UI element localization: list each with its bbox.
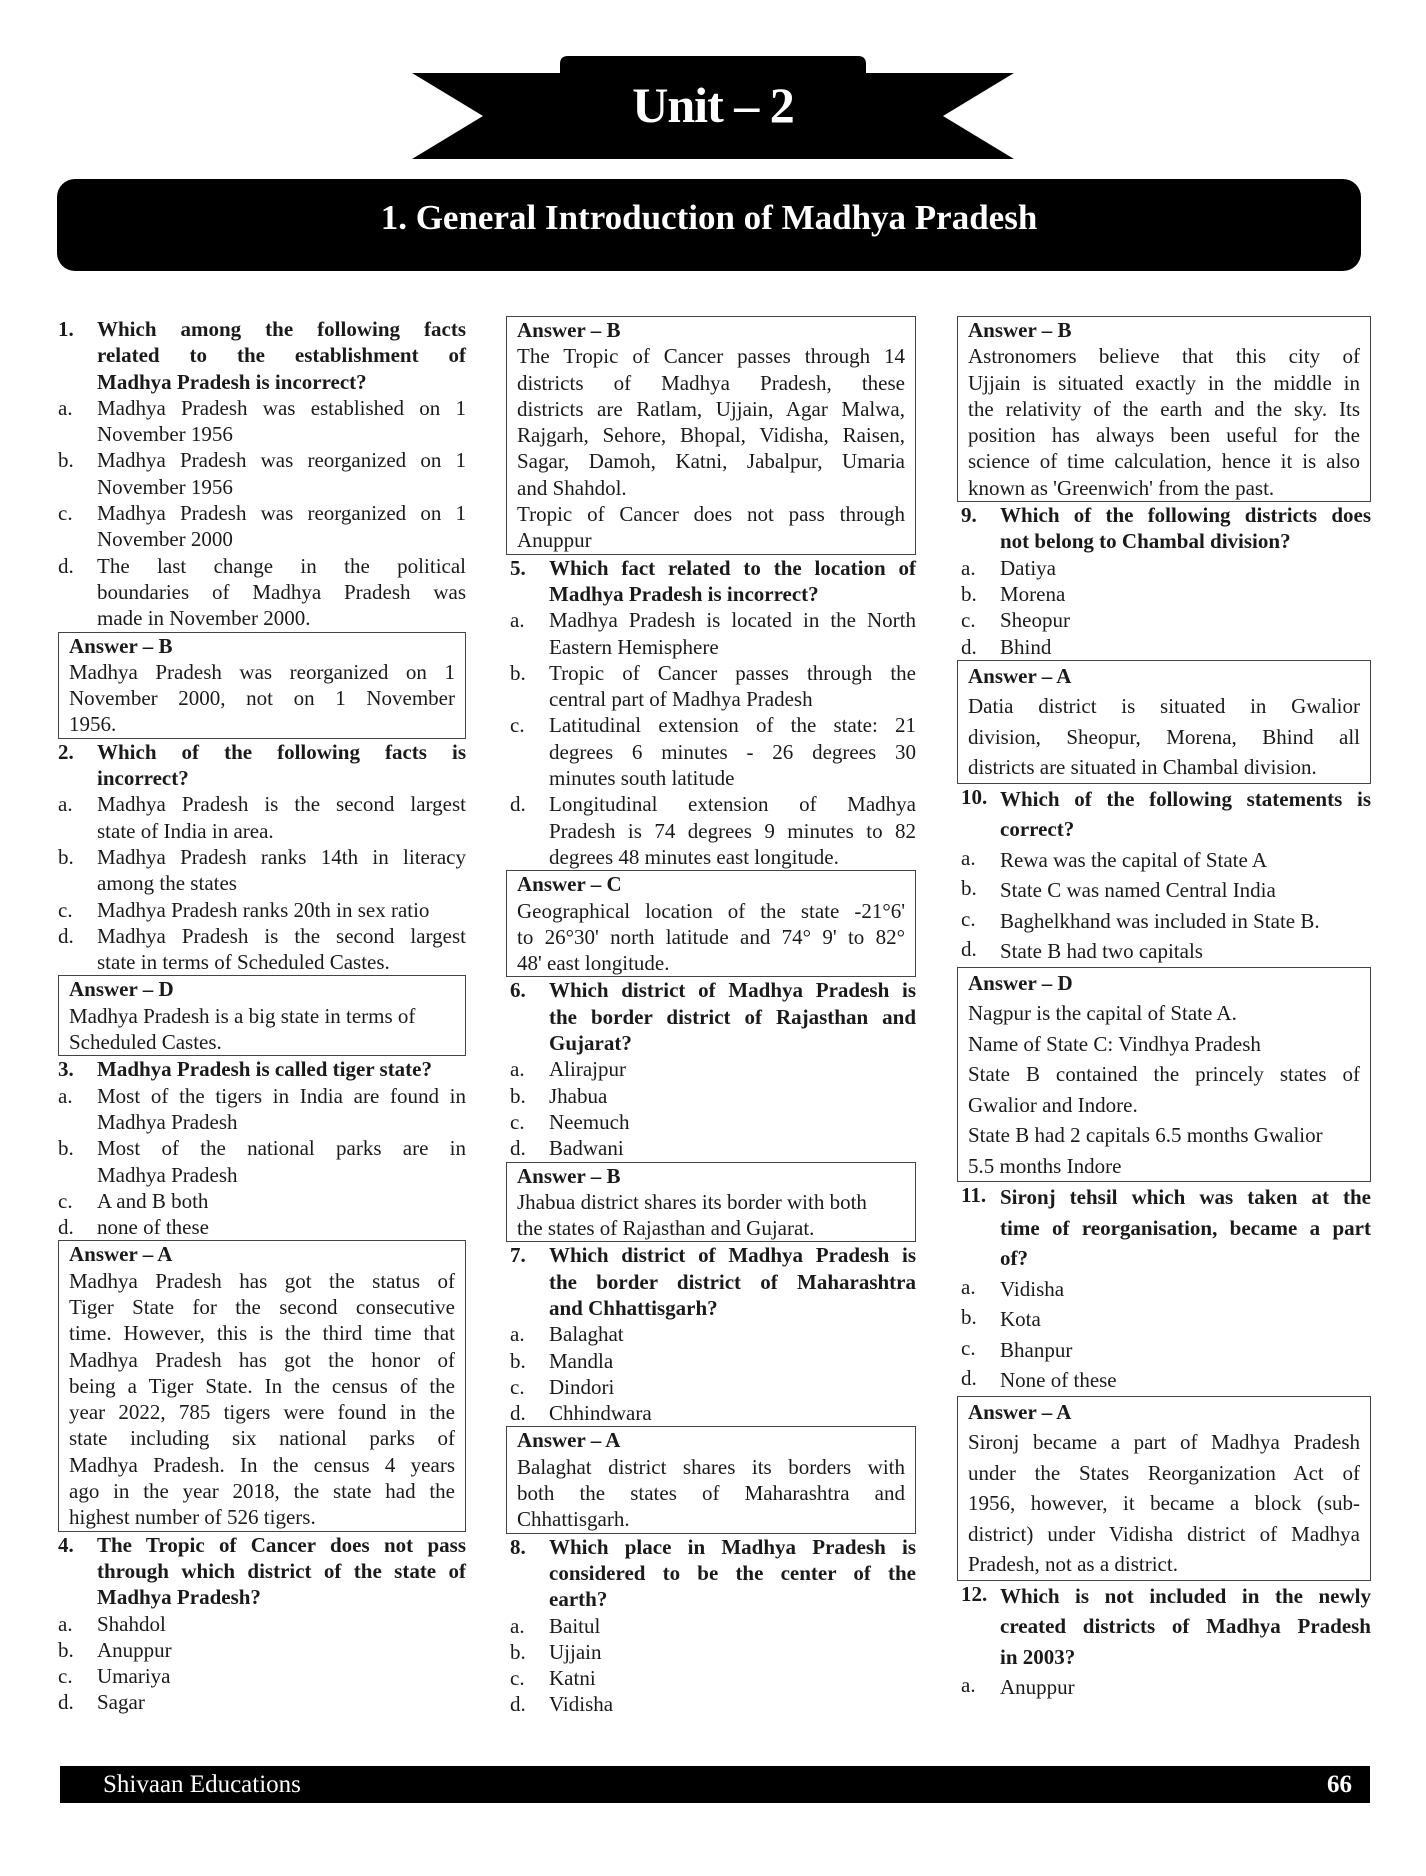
explanation-line: district) under Vidisha district of Madhya [968, 1521, 1360, 1546]
question [510, 1534, 916, 1613]
option-letter: a. [961, 1274, 976, 1299]
option-text-line: Neemuch [549, 1109, 630, 1134]
question-number: 12. [961, 1581, 988, 1606]
answer-option [58, 553, 466, 632]
explanation-line: Gwalior and Indore. [968, 1092, 1138, 1117]
chapter-title: 1. General Introduction of Madhya Pradesh [380, 198, 1038, 237]
option-text-line: Alirajpur [549, 1057, 626, 1082]
option-text-line: Anuppur [1000, 1675, 1075, 1700]
answer-option [961, 581, 1371, 607]
option-letter: a. [510, 1322, 525, 1347]
option-text-line: Longitudinal extension of Madhya [549, 792, 916, 817]
answer-option [58, 1188, 466, 1214]
option-letter: b. [58, 1136, 74, 1161]
explanation-line: Madhya Pradesh is a big state in terms of [69, 1003, 416, 1028]
explanation-line: 5.5 months Indore [968, 1153, 1122, 1178]
question-text-line: considered to be the center of the [549, 1560, 916, 1585]
answer-option [961, 634, 1371, 660]
option-letter: b. [58, 844, 74, 869]
explanation-line: highest number of 526 tigers. [69, 1505, 316, 1530]
column-2 [510, 316, 916, 1718]
answer-box [506, 1426, 916, 1533]
option-text-line: Madhya Pradesh is the second largest [97, 923, 466, 948]
option-letter: b. [961, 581, 977, 606]
answer-heading: Answer – A [968, 1399, 1072, 1424]
question [510, 555, 916, 608]
question [510, 977, 916, 1056]
explanation-line: Sagar, Damoh, Katni, Jabalpur, Umaria [517, 449, 905, 474]
option-text-line: A and B both [97, 1188, 209, 1213]
option-text-line: Ujjain [549, 1639, 602, 1664]
answer-option [510, 1691, 916, 1717]
answer-heading: Answer – D [968, 970, 1073, 995]
question-text-line: earth? [549, 1587, 608, 1612]
option-text-line: Madhya Pradesh was reorganized on 1 [97, 448, 466, 473]
question [961, 784, 1371, 845]
answer-option [58, 791, 466, 844]
explanation-line: Madhya Pradesh has got the honor of [69, 1347, 455, 1372]
question-number: 10. [961, 784, 988, 809]
explanation-line: Ujjain is situated exactly in the middle in [968, 370, 1360, 395]
answer-heading: Answer – A [69, 1242, 173, 1267]
question-number: 2. [58, 739, 74, 764]
option-letter: a. [58, 1611, 73, 1636]
option-letter: d. [510, 1401, 526, 1426]
option-text-line: Balaghat [549, 1322, 624, 1347]
option-letter: c. [961, 1335, 976, 1360]
answer-box [506, 1162, 916, 1243]
question-number: 3. [58, 1057, 74, 1082]
answer-option [58, 500, 466, 553]
answer-box [957, 967, 1371, 1183]
explanation-line: science of time calculation, hence it is also [968, 449, 1360, 474]
answer-box [58, 1240, 466, 1531]
answer-option [58, 923, 466, 976]
question-text-line: Sironj tehsil which was taken at the [1000, 1185, 1371, 1210]
option-letter: b. [510, 1348, 526, 1373]
answer-option [510, 1083, 916, 1109]
answer-box [506, 316, 916, 555]
question-text-line: Which fact related to the location of [549, 555, 916, 580]
option-text-line: Eastern Hemisphere [549, 634, 719, 659]
option-text-line: Most of the national parks are in [97, 1136, 466, 1161]
answer-option [510, 1135, 916, 1161]
explanation-line: Sironj became a part of Madhya Pradesh [968, 1430, 1360, 1455]
option-letter: d. [58, 1690, 74, 1715]
option-text-line: Latitudinal extension of the state: 21 [549, 713, 916, 738]
answer-option [961, 1304, 1371, 1335]
answer-option [510, 712, 916, 791]
explanation-line: 1956, however, it became a block (sub- [968, 1491, 1360, 1516]
ribbon-fold-right [782, 143, 866, 159]
answer-option [58, 1214, 466, 1240]
option-text-line: Bhind [1000, 634, 1052, 659]
option-text-line: Morena [1000, 581, 1066, 606]
option-text-line: none of these [97, 1215, 209, 1240]
explanation-line: State B had 2 capitals 6.5 months Gwalior [968, 1123, 1323, 1148]
explanation-line: being a Tiger State. In the census of the [69, 1373, 455, 1398]
question-text-line: Madhya Pradesh? [97, 1585, 261, 1610]
answer-option [961, 607, 1371, 633]
option-text-line: central part of Madhya Pradesh [549, 687, 813, 712]
answer-option [58, 844, 466, 897]
option-text-line: Kota [1000, 1307, 1041, 1332]
option-text-line: Umariya [97, 1664, 171, 1689]
answer-option [510, 1348, 916, 1374]
answer-option [510, 607, 916, 660]
option-text-line: November 1956 [97, 474, 233, 499]
question-text-line: Which district of Madhya Pradesh is [549, 978, 916, 1003]
option-letter: d. [510, 1692, 526, 1717]
option-letter: c. [58, 501, 73, 526]
explanation-line: and Shahdol. [517, 475, 627, 500]
question-number: 11. [961, 1183, 987, 1208]
option-letter: c. [961, 608, 976, 633]
option-text-line: state in terms of Scheduled Castes. [97, 950, 390, 975]
option-letter: a. [961, 1673, 976, 1698]
option-text-line: Pradesh is 74 degrees 9 minutes to 82 [549, 818, 916, 843]
explanation-line: Rajgarh, Sehore, Bhopal, Vidisha, Raisen, [517, 423, 905, 448]
answer-box [58, 632, 466, 739]
question [961, 1581, 1371, 1673]
option-text-line: Badwani [549, 1136, 624, 1161]
option-letter: d. [510, 1136, 526, 1161]
option-text-line: Anuppur [97, 1637, 172, 1662]
answer-heading: Answer – A [968, 663, 1072, 688]
question-text-line: time of reorganisation, became a part [1000, 1215, 1371, 1240]
question-number: 9. [961, 503, 977, 528]
question-text-line: incorrect? [97, 766, 189, 791]
ribbon-fold-left [560, 143, 644, 159]
answer-option [510, 1056, 916, 1082]
answer-option [510, 1613, 916, 1639]
option-text-line: The last change in the political [97, 553, 466, 578]
question-text-line: created districts of Madhya Pradesh [1000, 1614, 1371, 1639]
option-letter: a. [510, 608, 525, 633]
option-text-line: Sheopur [1000, 608, 1070, 633]
option-text-line: made in November 2000. [97, 606, 311, 631]
question-text-line: the border district of Rajasthan and [549, 1004, 916, 1029]
question-text-line: Which among the following facts [97, 317, 466, 341]
answer-heading: Answer – A [517, 1428, 621, 1453]
explanation-line: year 2022, 785 tigers were found in the [69, 1400, 455, 1425]
answer-box [957, 1396, 1371, 1581]
answer-option [58, 447, 466, 500]
option-letter: c. [510, 1666, 525, 1691]
question-text-line: correct? [1000, 817, 1075, 842]
question-number: 6. [510, 978, 526, 1003]
option-text-line: Sagar [97, 1690, 145, 1715]
explanation-line: ago in the year 2018, the state had the [69, 1479, 455, 1504]
question [58, 316, 466, 395]
option-letter: b. [58, 448, 74, 473]
explanation-line: position has always been useful for the [968, 423, 1360, 448]
question-text-line: Madhya Pradesh is incorrect? [97, 369, 367, 394]
question-text-line: the border district of Maharashtra [549, 1269, 916, 1294]
option-text-line: State B had two capitals [1000, 939, 1203, 964]
option-letter: b. [510, 660, 526, 685]
question-text-line: Which district of Madhya Pradesh is [549, 1243, 916, 1268]
option-text-line: among the states [97, 871, 237, 896]
answer-option [510, 791, 916, 870]
option-text-line: Jhabua [549, 1083, 608, 1108]
answer-option [961, 1335, 1371, 1366]
option-text-line: Madhya Pradesh was reorganized on 1 [97, 501, 466, 526]
answer-option [510, 1374, 916, 1400]
question-text-line: Gujarat? [549, 1031, 632, 1056]
option-text-line: Madhya Pradesh is the second largest [97, 792, 466, 817]
answer-option [510, 1109, 916, 1135]
question-text-line: Madhya Pradesh is called tiger state? [97, 1057, 432, 1082]
option-text-line: Datiya [1000, 555, 1056, 580]
answer-heading: Answer – B [517, 1163, 621, 1188]
question [58, 1532, 466, 1611]
option-letter: b. [510, 1639, 526, 1664]
option-text-line: November 2000 [97, 527, 233, 552]
answer-option [510, 1321, 916, 1347]
option-letter: c. [510, 1109, 525, 1134]
answer-option [510, 1665, 916, 1691]
option-text-line: Mandla [549, 1348, 614, 1373]
option-letter: c. [58, 1664, 73, 1689]
explanation-line: state including six national parks of [69, 1426, 455, 1451]
answer-option [961, 1274, 1371, 1305]
answer-heading: Answer – B [517, 318, 621, 342]
answer-option [961, 1672, 1371, 1703]
explanation-line: division, Sheopur, Morena, Bhind all [968, 724, 1360, 749]
explanation-line: 48' east longitude. [517, 951, 670, 976]
option-text-line: Madhya Pradesh is located in the North [549, 608, 916, 633]
option-letter: d. [961, 634, 977, 659]
option-text-line: Chhindwara [549, 1401, 652, 1426]
unit-title: Unit – 2 [632, 77, 794, 133]
question-text-line: Which of the following statements is [1000, 786, 1371, 811]
ribbon-left-tail [412, 73, 560, 159]
question [58, 739, 466, 792]
option-text-line: Dindori [549, 1374, 615, 1399]
question-text-line: of? [1000, 1246, 1028, 1271]
explanation-line: The Tropic of Cancer passes through 14 [517, 344, 905, 369]
question-text-line: Which of the following districts does [1000, 503, 1371, 528]
answer-option [961, 906, 1371, 937]
footer-brand: Shivaan Educations [103, 1771, 301, 1798]
question [961, 502, 1371, 555]
option-text-line: Rewa was the capital of State A [1000, 847, 1268, 872]
option-text-line: degrees 6 minutes - 26 degrees 30 [549, 739, 916, 764]
option-text-line: Vidisha [1000, 1276, 1065, 1301]
question-number: 4. [58, 1532, 74, 1557]
explanation-line: Madhya Pradesh was reorganized on 1 [69, 659, 455, 684]
explanation-line: Madhya Pradesh. In the census 4 years [69, 1452, 455, 1477]
explanation-line: Astronomers believe that this city of [968, 344, 1360, 369]
answer-heading: Answer – C [517, 872, 622, 897]
ribbon-right-tail [866, 73, 1014, 159]
answer-box [58, 975, 466, 1056]
explanation-line: Chhattisgarh. [517, 1507, 630, 1532]
question [961, 1182, 1371, 1274]
answer-box [506, 870, 916, 977]
question-text-line: Which place in Madhya Pradesh is [549, 1534, 916, 1559]
option-letter: a. [510, 1057, 525, 1082]
option-text-line: Katni [549, 1666, 596, 1691]
option-letter: b. [961, 1305, 977, 1330]
answer-option [961, 845, 1371, 876]
option-text-line: Bhanpur [1000, 1337, 1073, 1362]
explanation-line: 1956. [69, 712, 117, 737]
answer-option [961, 936, 1371, 967]
explanation-line: under the States Reorganization Act of [968, 1460, 1360, 1485]
answer-option [58, 1689, 466, 1715]
option-text-line: Baghelkhand was included in State B. [1000, 908, 1320, 933]
explanation-line: Pradesh, not as a district. [968, 1552, 1178, 1577]
explanation-line: Geographical location of the state -21°6' [517, 898, 905, 923]
option-letter: a. [510, 1613, 525, 1638]
option-text-line: Madhya Pradesh [97, 1109, 238, 1134]
explanation-line: the states of Rajasthan and Gujarat. [517, 1216, 815, 1241]
answer-option [58, 897, 466, 923]
option-letter: d. [58, 923, 74, 948]
option-letter: c. [58, 1188, 73, 1213]
explanation-line: Tiger State for the second consecutive [69, 1294, 455, 1319]
answer-box [957, 660, 1371, 784]
question-text-line: Madhya Pradesh is incorrect? [549, 581, 819, 606]
explanation-line: the relativity of the earth and the sky. Its [968, 396, 1360, 421]
explanation-line: time. However, this is the third time that [69, 1321, 455, 1346]
option-letter: b. [510, 1083, 526, 1108]
explanation-line: Madhya Pradesh has got the status of [69, 1268, 455, 1293]
question-text-line: Which is not included in the newly [1000, 1583, 1371, 1608]
option-text-line: Baitul [549, 1613, 601, 1638]
column-3 [961, 316, 1371, 1703]
option-text-line: minutes south latitude [549, 766, 735, 791]
explanation-line: Name of State C: Vindhya Pradesh [968, 1031, 1261, 1056]
option-letter: d. [58, 553, 74, 578]
answer-option [58, 1135, 466, 1188]
option-text-line: state of India in area. [97, 818, 274, 843]
option-letter: a. [961, 845, 976, 870]
explanation-line: State B contained the princely states of [968, 1062, 1360, 1087]
explanation-line: Anuppur [517, 528, 592, 553]
option-text-line: Madhya Pradesh was established on 1 [97, 395, 466, 420]
page-footer [60, 1766, 1370, 1803]
explanation-line: Balaghat district shares its borders with [517, 1454, 905, 1479]
option-text-line: Shahdol [97, 1611, 166, 1636]
explanation-line: Nagpur is the capital of State A. [968, 1001, 1237, 1026]
explanation-line: Jhabua district shares its border with both [517, 1189, 867, 1214]
question-text-line: The Tropic of Cancer does not pass [97, 1532, 466, 1557]
option-letter: a. [58, 792, 73, 817]
option-text-line: State C was named Central India [1000, 878, 1276, 903]
question-text-line: related to the establishment of [97, 343, 466, 368]
answer-option [961, 1365, 1371, 1396]
question-text-line: not belong to Chambal division? [1000, 529, 1291, 554]
option-letter: b. [961, 876, 977, 901]
option-letter: a. [58, 1083, 73, 1108]
answer-heading: Answer – B [69, 633, 173, 658]
explanation-line: to 26°30' north latitude and 74° 9' to 82° [517, 924, 905, 949]
explanation-line: November 2000, not on 1 November [69, 686, 455, 711]
answer-option [58, 1663, 466, 1689]
option-letter: c. [510, 1374, 525, 1399]
explanation-line: known as 'Greenwich' from the past. [968, 475, 1275, 500]
option-letter: d. [510, 792, 526, 817]
page-number: 66 [1327, 1771, 1352, 1798]
question-text-line: through which district of the state of [97, 1558, 466, 1583]
question-number: 1. [58, 317, 74, 341]
option-text-line: Most of the tigers in India are found in [97, 1083, 466, 1108]
explanation-line: districts of Madhya Pradesh, these [517, 370, 905, 395]
answer-option [961, 875, 1371, 906]
answer-box [957, 316, 1371, 502]
answer-option [510, 1639, 916, 1665]
question [58, 1056, 466, 1082]
question [510, 1242, 916, 1321]
option-letter: d. [961, 937, 977, 962]
option-letter: d. [961, 1366, 977, 1391]
option-letter: c. [510, 713, 525, 738]
answer-option [58, 395, 466, 448]
option-text-line: degrees 48 minutes east longitude. [549, 844, 839, 869]
explanation-line: Scheduled Castes. [69, 1030, 222, 1055]
question-number: 5. [510, 555, 526, 580]
question-text-line: Which of the following facts is [97, 739, 466, 764]
option-text-line: None of these [1000, 1368, 1117, 1393]
explanation-line: both the states of Maharashtra and [517, 1481, 905, 1506]
option-text-line: Madhya Pradesh [97, 1162, 238, 1187]
answer-heading: Answer – B [968, 318, 1072, 342]
option-text-line: boundaries of Madhya Pradesh was [97, 579, 466, 604]
question-number: 8. [510, 1534, 526, 1559]
option-text-line: Vidisha [549, 1692, 614, 1717]
answer-option [961, 555, 1371, 581]
answer-option [58, 1083, 466, 1136]
answer-option [58, 1637, 466, 1663]
option-letter: a. [961, 555, 976, 580]
option-text-line: November 1956 [97, 422, 233, 447]
explanation-line: districts are situated in Chambal division. [968, 755, 1317, 780]
question-text-line: and Chhattisgarh? [549, 1295, 718, 1320]
question-text-line: in 2003? [1000, 1644, 1076, 1669]
option-text-line: Madhya Pradesh ranks 14th in literacy [97, 844, 466, 869]
explanation-line: districts are Ratlam, Ujjain, Agar Malwa, [517, 396, 905, 421]
answer-heading: Answer – D [69, 977, 174, 1002]
option-letter: b. [58, 1637, 74, 1662]
answer-option [510, 1400, 916, 1426]
answer-option [510, 660, 916, 713]
option-text-line: Tropic of Cancer passes through the [549, 660, 916, 685]
option-text-line: Madhya Pradesh ranks 20th in sex ratio [97, 897, 430, 922]
question-number: 7. [510, 1243, 526, 1268]
column-1 [58, 316, 466, 1716]
option-letter: a. [58, 395, 73, 420]
answer-option [58, 1611, 466, 1637]
option-letter: c. [58, 897, 73, 922]
explanation-line: Tropic of Cancer does not pass through [517, 502, 905, 527]
explanation-line: Datia district is situated in Gwalior [968, 694, 1360, 719]
option-letter: d. [58, 1215, 74, 1240]
option-letter: c. [961, 906, 976, 931]
chapter-title-bar [57, 179, 1361, 271]
